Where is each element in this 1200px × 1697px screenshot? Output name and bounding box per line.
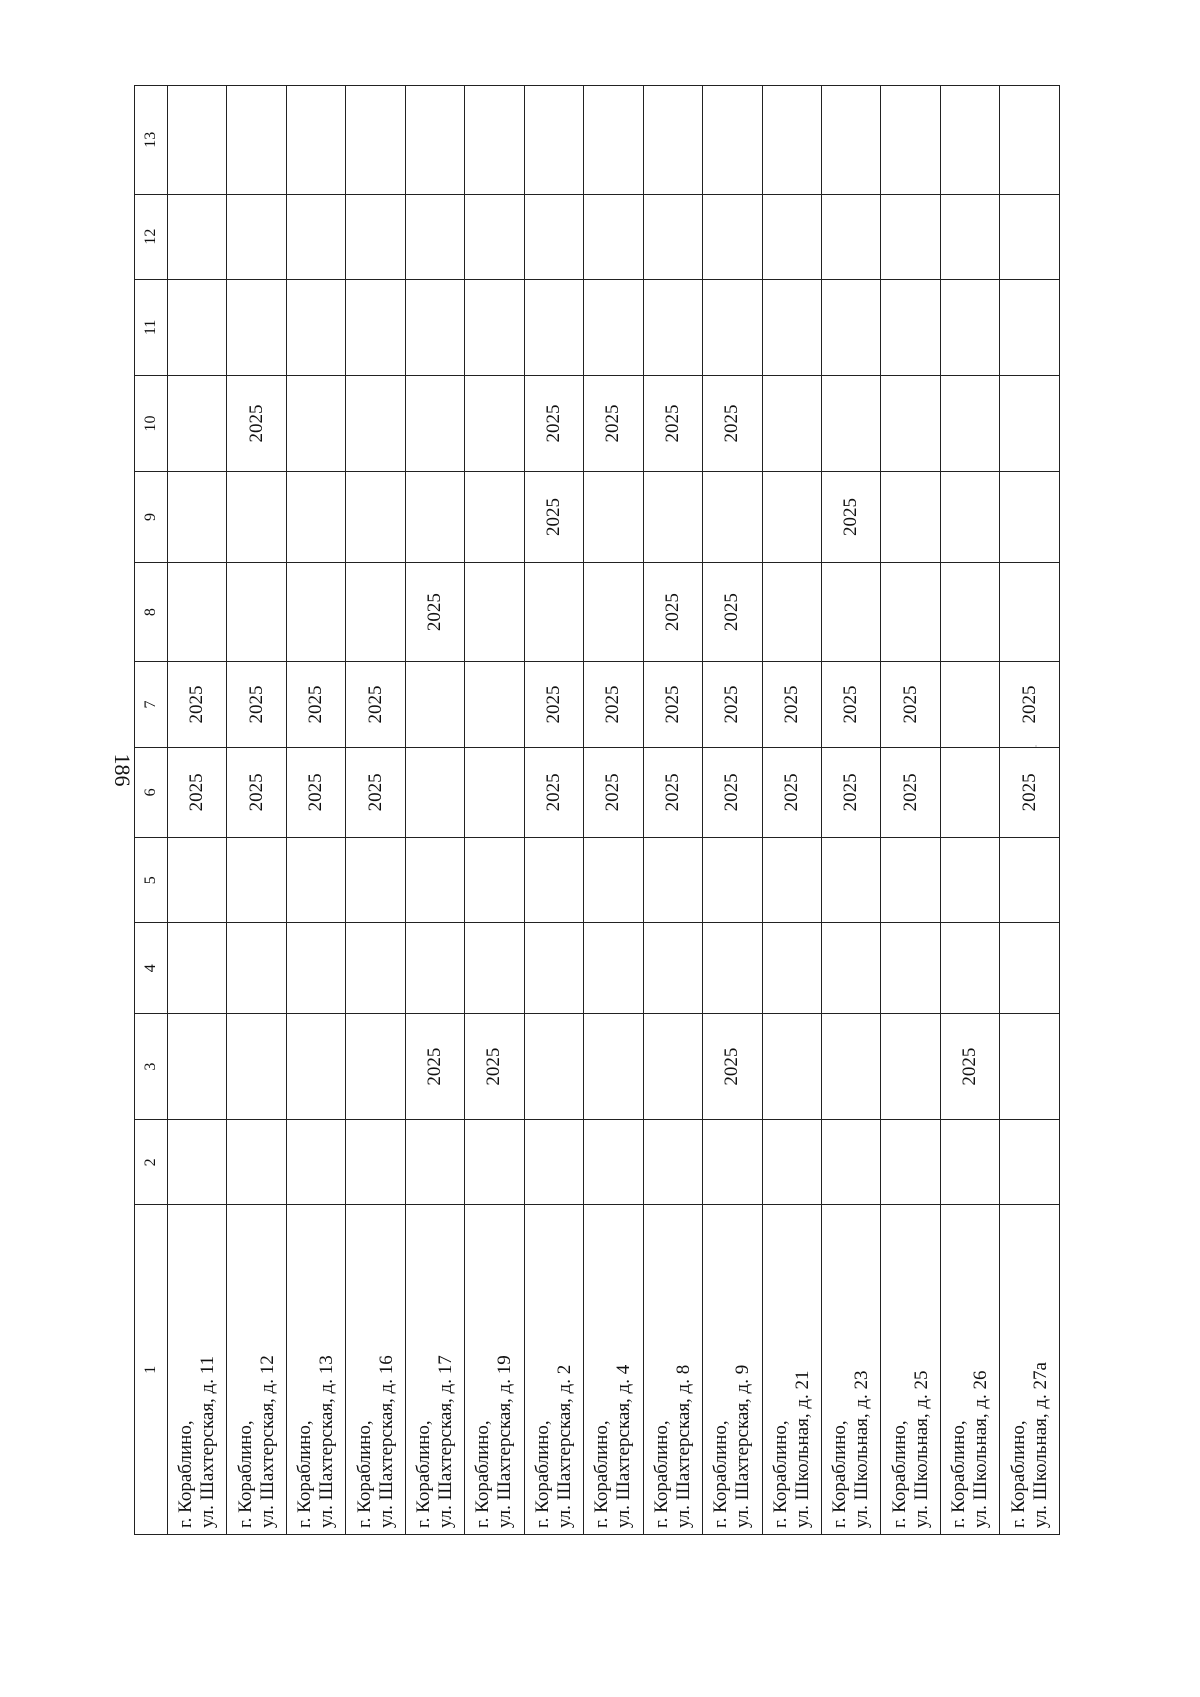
address-city: г. Кораблино, [650,1420,672,1528]
table-row [762,86,821,1535]
year-cell-col-9 [881,472,940,563]
year-cell-col-13 [346,86,405,195]
year-cell-col-7: 2025 [1000,662,1060,747]
address-street: ул. Школьная, д. 27а [1029,1362,1051,1528]
year-cell-col-13 [643,86,702,195]
year-cell-col-3: 2025 [703,1014,762,1120]
address-city: г. Кораблино, [591,1420,613,1528]
year-cell-col-7: 2025 [584,662,643,747]
year-cell-col-13 [703,86,762,195]
year-cell-col-9: 2025 [524,472,583,563]
year-cell-col-10 [286,375,345,471]
year-cell-col-8 [168,562,227,662]
year-cell-col-13 [286,86,345,195]
year-cell-col-5 [881,838,940,923]
year-cell-col-3: 2025 [940,1014,999,1120]
column-header-5: 5 [135,838,168,923]
year-cell-col-9 [346,472,405,563]
table-row [524,86,583,1535]
table-row [643,86,702,1535]
year-cell-col-4 [168,923,227,1014]
year-cell-col-12 [227,194,286,279]
year-cell-col-13 [465,86,524,195]
year-cell-col-8 [227,562,286,662]
year-cell-col-2 [584,1120,643,1205]
year-cell-col-3 [524,1014,583,1120]
column-header-2: 2 [135,1120,168,1205]
table-row [346,86,405,1535]
year-cell-col-11 [286,279,345,375]
table-row [1000,86,1060,1535]
address-city: г. Кораблино, [829,1420,851,1528]
year-cell-col-3 [584,1014,643,1120]
year-cell-col-8 [940,562,999,662]
address-street: ул. Шахтерская, д. 13 [316,1355,338,1528]
address-cell [524,1205,583,1535]
address-cell [168,1205,227,1535]
year-cell-col-5 [286,838,345,923]
year-cell-col-6: 2025 [881,747,940,838]
year-cell-col-11 [584,279,643,375]
year-cell-col-12 [1000,194,1060,279]
column-header-10: 10 [135,375,168,471]
header-row [135,86,168,1535]
address-street: ул. Шахтерская, д. 8 [672,1364,694,1528]
year-cell-col-4 [821,923,880,1014]
year-cell-col-3 [286,1014,345,1120]
year-cell-col-9 [405,472,464,563]
year-cell-col-3 [643,1014,702,1120]
year-cell-col-2 [346,1120,405,1205]
column-header-6: 6 [135,747,168,838]
year-cell-col-5 [1000,838,1060,923]
table-row [465,86,524,1535]
year-cell-col-9: 2025 [821,472,880,563]
year-cell-col-12 [703,194,762,279]
year-cell-col-3 [1000,1014,1060,1120]
address-street: ул. Шахтерская, д. 4 [613,1364,635,1528]
column-header-12: 12 [135,194,168,279]
table-row [227,86,286,1535]
page-number: 186 [110,753,135,787]
address-street: ул. Школьная, д. 25 [910,1370,932,1528]
year-cell-col-4 [881,923,940,1014]
year-cell-col-4 [286,923,345,1014]
year-cell-col-13 [524,86,583,195]
address-cell [762,1205,821,1535]
address-city: г. Кораблино, [710,1420,732,1528]
column-header-1: 1 [135,1205,168,1535]
year-cell-col-3 [881,1014,940,1120]
year-cell-col-11 [940,279,999,375]
year-cell-col-11 [405,279,464,375]
year-cell-col-4 [643,923,702,1014]
year-cell-col-7 [940,662,999,747]
address-cell [940,1205,999,1535]
year-cell-col-12 [346,194,405,279]
year-cell-col-11 [465,279,524,375]
year-cell-col-11 [762,279,821,375]
year-cell-col-9 [643,472,702,563]
year-cell-col-6 [465,747,524,838]
year-cell-col-2 [703,1120,762,1205]
year-cell-col-4 [762,923,821,1014]
year-cell-col-10 [821,375,880,471]
address-cell [703,1205,762,1535]
address-city: г. Кораблино, [948,1420,970,1528]
address-cell [286,1205,345,1535]
year-cell-col-7: 2025 [286,662,345,747]
table-row [881,86,940,1535]
address-cell [643,1205,702,1535]
year-cell-col-6: 2025 [1000,747,1060,838]
year-cell-col-10 [940,375,999,471]
year-cell-col-5 [346,838,405,923]
year-cell-col-12 [465,194,524,279]
year-cell-col-4 [703,923,762,1014]
year-cell-col-5 [168,838,227,923]
column-header-13: 13 [135,86,168,195]
address-street: ул. Шахтерская, д. 19 [494,1355,516,1528]
year-cell-col-10: 2025 [703,375,762,471]
address-city: г. Кораблино, [294,1420,316,1528]
year-cell-col-10: 2025 [643,375,702,471]
year-cell-col-9 [227,472,286,563]
year-cell-col-10 [881,375,940,471]
year-cell-col-9 [286,472,345,563]
table-row [821,86,880,1535]
year-cell-col-2 [940,1120,999,1205]
year-cell-col-11 [524,279,583,375]
year-cell-col-5 [643,838,702,923]
table-row [168,86,227,1535]
year-cell-col-5 [524,838,583,923]
address-cell [881,1205,940,1535]
year-cell-col-12 [940,194,999,279]
address-street: ул. Школьная, д. 26 [970,1370,992,1528]
year-cell-col-2 [168,1120,227,1205]
year-cell-col-2 [881,1120,940,1205]
year-cell-col-5 [940,838,999,923]
address-cell [346,1205,405,1535]
year-cell-col-10 [346,375,405,471]
address-cell [584,1205,643,1535]
year-cell-col-11 [881,279,940,375]
year-cell-col-12 [881,194,940,279]
year-cell-col-6: 2025 [584,747,643,838]
year-cell-col-13 [821,86,880,195]
year-cell-col-2 [1000,1120,1060,1205]
year-cell-col-8 [286,562,345,662]
address-cell [227,1205,286,1535]
address-cell [405,1205,464,1535]
column-header-11: 11 [135,279,168,375]
year-cell-col-3 [346,1014,405,1120]
scan-artifact [1035,745,1037,747]
year-cell-col-8 [762,562,821,662]
year-cell-col-6: 2025 [643,747,702,838]
year-cell-col-11 [346,279,405,375]
year-cell-col-4 [940,923,999,1014]
year-cell-col-12 [524,194,583,279]
year-cell-col-2 [286,1120,345,1205]
year-cell-col-13 [762,86,821,195]
year-cell-col-6: 2025 [227,747,286,838]
year-cell-col-7: 2025 [762,662,821,747]
address-street: ул. Школьная, д. 23 [851,1370,873,1528]
year-cell-col-7: 2025 [524,662,583,747]
address-street: ул. Шахтерская, д. 16 [375,1355,397,1528]
year-cell-col-8 [524,562,583,662]
year-cell-col-6: 2025 [524,747,583,838]
year-cell-col-12 [821,194,880,279]
year-cell-col-8 [346,562,405,662]
address-cell [821,1205,880,1535]
year-cell-col-13 [1000,86,1060,195]
year-cell-col-3 [762,1014,821,1120]
year-cell-col-10 [465,375,524,471]
column-header-3: 3 [135,1014,168,1120]
year-cell-col-2 [762,1120,821,1205]
table-body [168,86,1060,1535]
year-cell-col-8: 2025 [405,562,464,662]
year-cell-col-9 [703,472,762,563]
table-row [584,86,643,1535]
year-cell-col-10: 2025 [524,375,583,471]
year-cell-col-5 [465,838,524,923]
address-city: г. Кораблино, [234,1420,256,1528]
rotated-table-wrapper [134,85,1060,1535]
year-cell-col-4 [227,923,286,1014]
year-cell-col-11 [703,279,762,375]
address-city: г. Кораблино, [769,1420,791,1528]
column-header-8: 8 [135,562,168,662]
year-cell-col-2 [227,1120,286,1205]
year-cell-col-10: 2025 [227,375,286,471]
year-cell-col-8 [584,562,643,662]
column-header-7: 7 [135,662,168,747]
year-cell-col-12 [405,194,464,279]
year-cell-col-2 [405,1120,464,1205]
year-cell-col-4 [1000,923,1060,1014]
year-cell-col-7: 2025 [643,662,702,747]
year-cell-col-13 [168,86,227,195]
address-city: г. Кораблино, [472,1420,494,1528]
year-cell-col-2 [643,1120,702,1205]
year-cell-col-8 [1000,562,1060,662]
column-header-9: 9 [135,472,168,563]
year-cell-col-5 [584,838,643,923]
year-cell-col-4 [465,923,524,1014]
year-cell-col-3 [227,1014,286,1120]
year-cell-col-5 [703,838,762,923]
table-row [286,86,345,1535]
table-row [940,86,999,1535]
year-cell-col-11 [227,279,286,375]
year-cell-col-10 [168,375,227,471]
year-cell-col-2 [821,1120,880,1205]
address-cell [465,1205,524,1535]
year-cell-col-12 [286,194,345,279]
year-cell-col-8: 2025 [643,562,702,662]
year-cell-col-12 [168,194,227,279]
address-city: г. Кораблино, [1007,1420,1029,1528]
year-cell-col-13 [881,86,940,195]
address-city: г. Кораблино, [888,1420,910,1528]
year-cell-col-13 [940,86,999,195]
year-cell-col-8 [881,562,940,662]
address-city: г. Кораблино, [413,1420,435,1528]
address-city: г. Кораблино, [175,1420,197,1528]
year-cell-col-9 [168,472,227,563]
year-cell-col-7: 2025 [168,662,227,747]
year-cell-col-7 [405,662,464,747]
year-cell-col-8 [465,562,524,662]
year-cell-col-4 [584,923,643,1014]
year-cell-col-6: 2025 [821,747,880,838]
year-cell-col-10 [1000,375,1060,471]
address-street: ул. Шахтерская, д. 12 [256,1355,278,1528]
address-city: г. Кораблино, [531,1420,553,1528]
address-street: ул. Шахтерская, д. 9 [732,1364,754,1528]
year-cell-col-9 [1000,472,1060,563]
address-cell [1000,1205,1060,1535]
year-cell-col-11 [168,279,227,375]
table-row [405,86,464,1535]
year-cell-col-5 [227,838,286,923]
year-cell-col-12 [762,194,821,279]
year-cell-col-9 [762,472,821,563]
year-cell-col-9 [465,472,524,563]
year-cell-col-6: 2025 [762,747,821,838]
year-cell-col-13 [227,86,286,195]
year-cell-col-10 [405,375,464,471]
year-cell-col-7: 2025 [703,662,762,747]
year-cell-col-11 [1000,279,1060,375]
schedule-table [134,85,1060,1535]
table-row [703,86,762,1535]
year-cell-col-7: 2025 [346,662,405,747]
address-street: ул. Шахтерская, д. 2 [553,1364,575,1528]
year-cell-col-7: 2025 [227,662,286,747]
year-cell-col-6: 2025 [168,747,227,838]
year-cell-col-4 [405,923,464,1014]
year-cell-col-12 [584,194,643,279]
year-cell-col-7 [465,662,524,747]
year-cell-col-6 [940,747,999,838]
column-header-4: 4 [135,923,168,1014]
year-cell-col-2 [465,1120,524,1205]
address-city: г. Кораблино, [353,1420,375,1528]
year-cell-col-8: 2025 [703,562,762,662]
year-cell-col-9 [584,472,643,563]
year-cell-col-5 [821,838,880,923]
year-cell-col-8 [821,562,880,662]
year-cell-col-12 [643,194,702,279]
address-street: ул. Школьная, д. 21 [791,1370,813,1528]
year-cell-col-6: 2025 [703,747,762,838]
year-cell-col-13 [584,86,643,195]
year-cell-col-3 [821,1014,880,1120]
year-cell-col-10: 2025 [584,375,643,471]
year-cell-col-7: 2025 [821,662,880,747]
year-cell-col-9 [940,472,999,563]
year-cell-col-6 [405,747,464,838]
year-cell-col-5 [762,838,821,923]
year-cell-col-11 [821,279,880,375]
year-cell-col-7: 2025 [881,662,940,747]
year-cell-col-6: 2025 [286,747,345,838]
address-street: ул. Шахтерская, д. 17 [435,1355,457,1528]
year-cell-col-13 [405,86,464,195]
year-cell-col-3 [168,1014,227,1120]
year-cell-col-3: 2025 [405,1014,464,1120]
address-street: ул. Шахтерская, д. 11 [197,1355,219,1528]
year-cell-col-3: 2025 [465,1014,524,1120]
year-cell-col-4 [524,923,583,1014]
year-cell-col-2 [524,1120,583,1205]
year-cell-col-5 [405,838,464,923]
year-cell-col-11 [643,279,702,375]
year-cell-col-6: 2025 [346,747,405,838]
year-cell-col-4 [346,923,405,1014]
year-cell-col-10 [762,375,821,471]
